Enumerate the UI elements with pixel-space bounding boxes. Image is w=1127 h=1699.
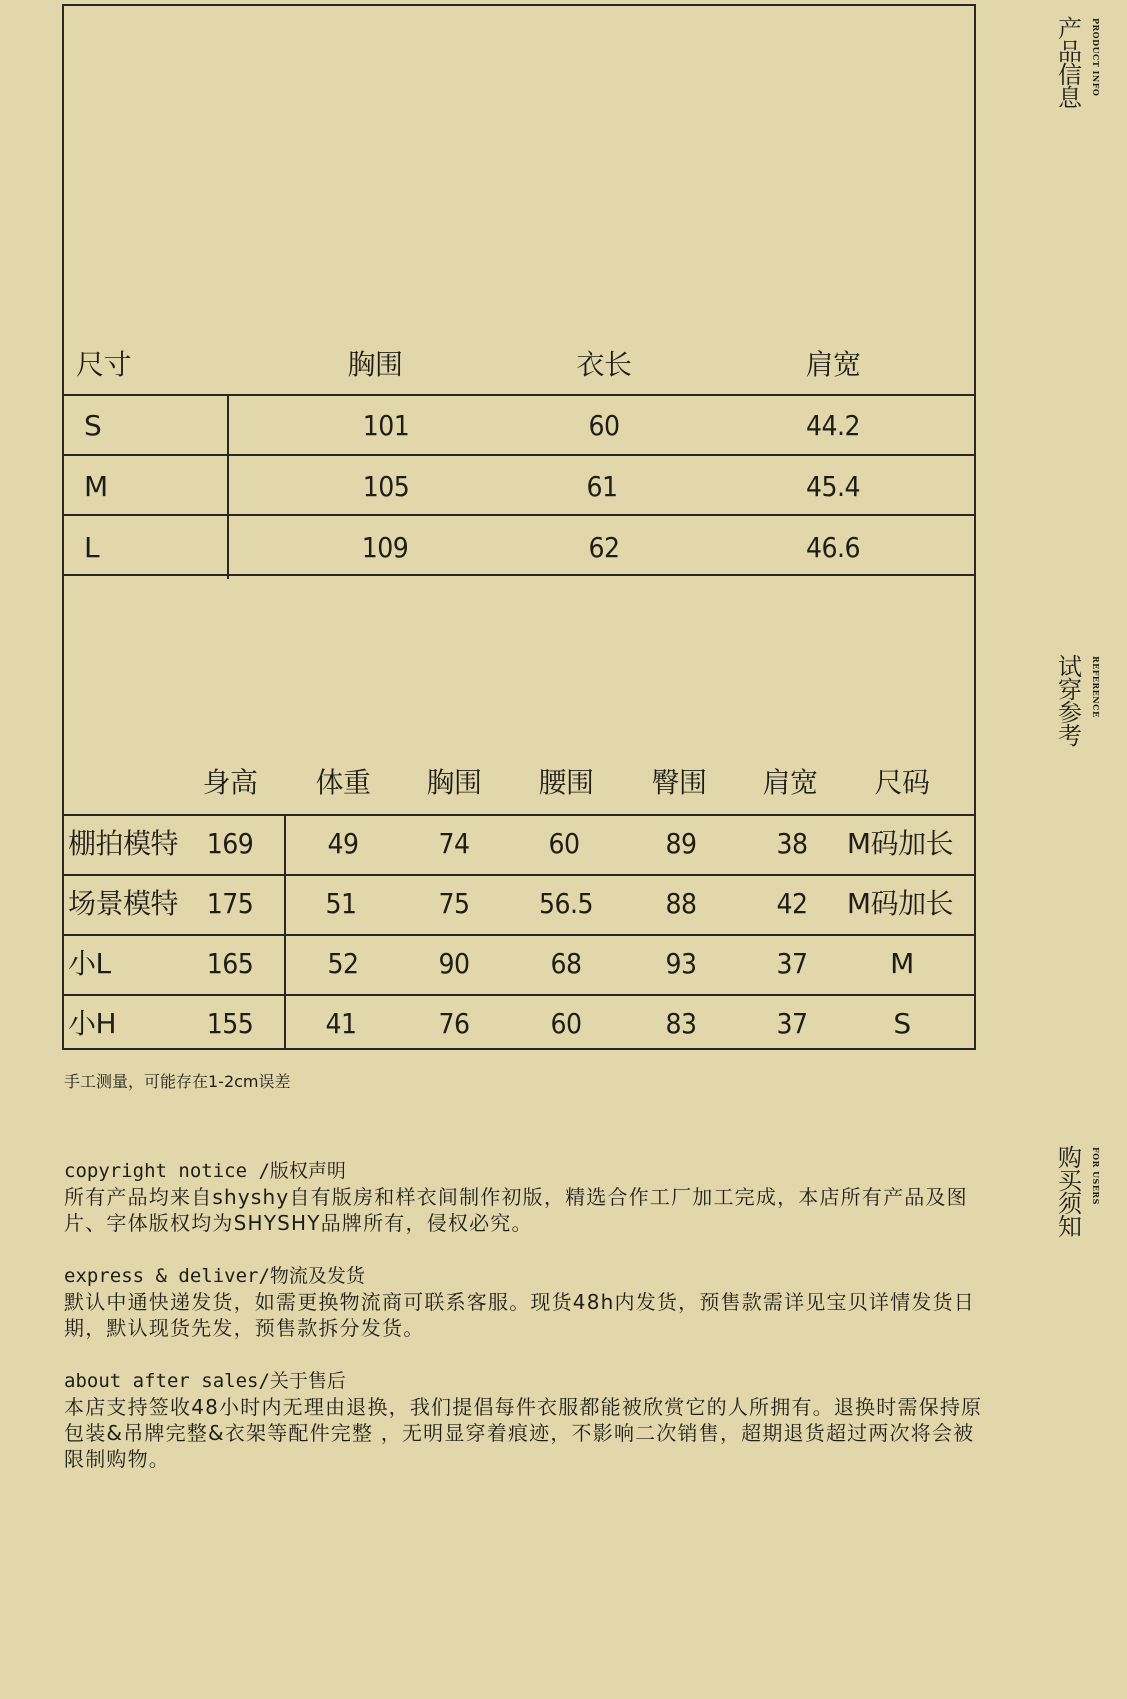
notice-after-sales <box>64 1368 984 1472</box>
size-cell: 105 <box>362 470 410 503</box>
notice-title: about after sales/关于售后 <box>64 1370 346 1392</box>
model-cell: 75 <box>438 887 470 920</box>
notice-copyright <box>64 1158 984 1236</box>
model-cell: 74 <box>438 827 470 860</box>
model-cell: 155 <box>206 1007 254 1040</box>
tables-frame <box>62 4 976 1050</box>
size-cell: M <box>84 470 108 503</box>
model-cell: 90 <box>438 947 470 980</box>
side-label-reference <box>1058 653 1101 750</box>
model-cell: 37 <box>776 1007 808 1040</box>
divider <box>62 874 976 876</box>
model-header-shoulder: 肩宽 <box>762 766 818 799</box>
model-cell: 60 <box>550 1007 582 1040</box>
model-cell: 165 <box>206 947 254 980</box>
divider <box>284 814 286 1050</box>
model-header-weight: 体重 <box>315 766 371 799</box>
divider <box>62 934 976 936</box>
model-header-chest: 胸围 <box>426 766 482 799</box>
side-label-for-users <box>1058 1144 1101 1241</box>
size-cell: 109 <box>361 531 409 564</box>
model-cell: 37 <box>776 947 808 980</box>
notice-title: copyright notice /版权声明 <box>64 1160 346 1182</box>
model-cell: 89 <box>665 827 697 860</box>
model-cell: 小L <box>68 947 111 980</box>
size-cell: 45.4 <box>805 470 861 503</box>
measure-note: 手工测量，可能存在1-2cm误差 <box>64 1072 291 1091</box>
divider <box>62 454 976 456</box>
size-header-shoulder: 肩宽 <box>805 348 861 381</box>
notice-body: 本店支持签收48小时内无理由退换，我们提倡每件衣服都能被欣赏它的人所拥有。退换时需保持原包装&吊牌完整&衣架等配件完整 ，无明显穿着痕迹，不影响二次销售，超期退货超过两次将会被限制购物。 <box>64 1395 983 1471</box>
model-cell: M码加长 <box>846 887 954 920</box>
model-cell: 38 <box>776 827 808 860</box>
side-label-zh: 购买须知 <box>1058 1144 1082 1241</box>
notice-body: 默认中通快递发货，如需更换物流商可联系客服。现货48h内发货，预售款需详见宝贝详情发货日期，默认现货先发，预售款拆分发货。 <box>64 1290 975 1340</box>
size-cell: 46.6 <box>805 531 861 564</box>
divider <box>62 574 976 576</box>
notice-express <box>64 1263 984 1341</box>
side-label-product-info <box>1058 15 1101 112</box>
model-cell: 小H <box>68 1007 117 1040</box>
size-header-size: 尺寸 <box>76 348 132 381</box>
model-cell: 76 <box>438 1007 470 1040</box>
size-cell: 44.2 <box>805 409 861 442</box>
side-label-zh: 产品信息 <box>1058 15 1082 112</box>
model-cell: M <box>890 947 914 980</box>
size-cell: S <box>84 409 102 442</box>
model-header-hip: 臀围 <box>651 766 707 799</box>
side-label-en: FOR USERS <box>1091 1147 1101 1205</box>
model-cell: 175 <box>206 887 254 920</box>
model-cell: 88 <box>665 887 697 920</box>
size-cell: 60 <box>588 409 620 442</box>
size-cell: 101 <box>362 409 410 442</box>
model-cell: 83 <box>665 1007 697 1040</box>
size-header-chest: 胸围 <box>347 348 403 381</box>
size-header-length: 衣长 <box>576 348 632 381</box>
size-cell: 61 <box>586 470 618 503</box>
model-cell: 68 <box>550 947 582 980</box>
model-cell: 56.5 <box>538 887 594 920</box>
divider <box>62 814 976 816</box>
model-cell: S <box>893 1007 911 1040</box>
model-header-waist: 腰围 <box>538 766 594 799</box>
model-cell: 93 <box>665 947 697 980</box>
model-cell: 场景模特 <box>68 887 179 920</box>
notice-body: 所有产品均来自shyshy自有版房和样衣间制作初版，精选合作工厂加工完成，本店所有产品及图片、字体版权均为SHYSHY品牌所有，侵权必究。 <box>64 1185 968 1235</box>
side-label-zh: 试穿参考 <box>1058 653 1082 750</box>
divider <box>227 394 229 579</box>
size-cell: L <box>84 531 100 564</box>
model-cell: 41 <box>325 1007 357 1040</box>
side-label-en: REFERENCE <box>1091 656 1101 718</box>
model-cell: 51 <box>325 887 357 920</box>
model-cell: 60 <box>548 827 580 860</box>
divider <box>62 394 976 396</box>
model-cell: 棚拍模特 <box>68 827 179 860</box>
model-header-size: 尺码 <box>874 766 930 799</box>
model-cell: 42 <box>776 887 808 920</box>
divider <box>62 994 976 996</box>
size-cell: 62 <box>588 531 620 564</box>
model-cell: 52 <box>327 947 359 980</box>
notice-title: express & deliver/物流及发货 <box>64 1265 365 1287</box>
model-header-height: 身高 <box>202 766 258 799</box>
model-cell: 49 <box>327 827 359 860</box>
divider <box>62 514 976 516</box>
side-label-en: PRODUCT INFO <box>1091 18 1101 97</box>
model-cell: M码加长 <box>846 827 954 860</box>
model-cell: 169 <box>206 827 254 860</box>
